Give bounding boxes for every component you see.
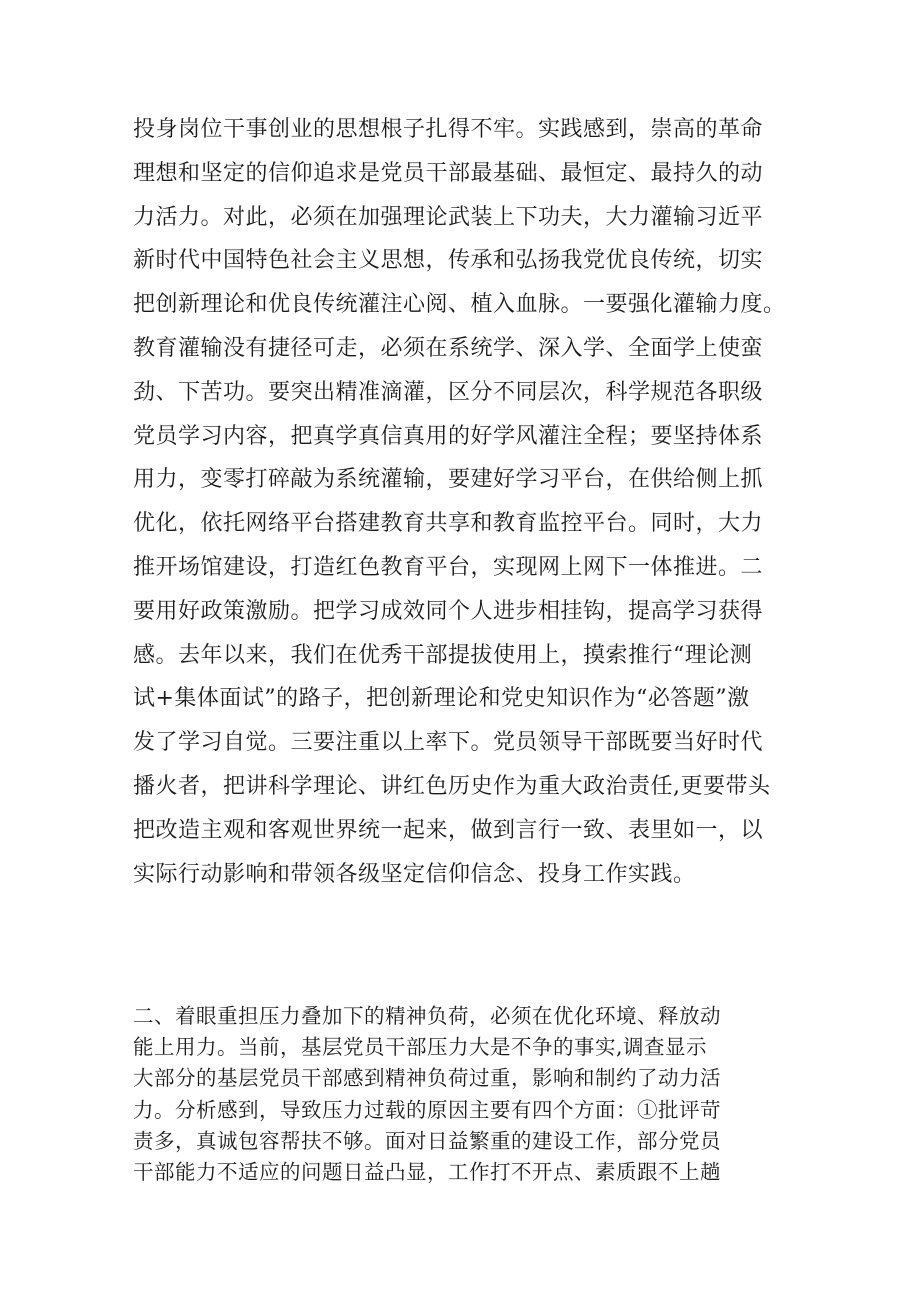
body-paragraph-pressure [133,1001,813,1188]
text-line: 大部分的基层党员干部感到精神负荷过重，影响和制约了动力活 [133,1066,721,1091]
text-line: 教育灌输没有捷径可走，必须在系统学、深入学、全面学上使蛮 [133,335,764,361]
text-line: 感。去年以来，我们在优秀干部提拔使用上，摸索推行“理论测 [133,642,753,668]
text-line: 能上用力。当前，基层党员干部压力大是不争的事实,调查显示 [133,1035,708,1060]
body-paragraph-theory [133,108,813,896]
text-line: 播火者，把讲科学理论、讲红色历史作为重大政治责任,更要带头 [133,773,771,799]
text-line: 党员学习内容，把真学真信真用的好学风灌注全程；要坚持体系 [133,423,764,449]
text-line: 力。分析感到，导致压力过载的原因主要有四个方面：①批评苛 [133,1097,721,1122]
text-line: 责多，真诚包容帮扶不够。面对日益繁重的建设工作，部分党员 [133,1128,721,1153]
text-line: 理想和坚定的信仰追求是党员干部最基础、最恒定、最持久的动 [133,160,764,186]
text-line: 把改造主观和客观世界统一起来，做到言行一致、表里如一，以 [133,817,764,843]
text-line: 新时代中国特色社会主义思想，传承和弘扬我党优良传统，切实 [133,248,764,274]
text-line: 试+集体面试”的路子，把创新理论和党史知识作为“必答题”激 [133,686,750,712]
text-line: 推开场馆建设，打造红色教育平台，实现网上网下一体推进。二 [133,554,764,580]
text-line: 劲、下苦功。要突出精准滴灌，区分不同层次，科学规范各职级 [133,379,764,405]
text-line: 要用好政策激励。把学习成效同个人进步相挂钩，提高学习获得 [133,598,764,624]
text-line: 投身岗位干事创业的思想根子扎得不牢。实践感到，崇高的革命 [133,117,764,142]
text-line: 把创新理论和优良传统灌注心阅、植入血脉。一要强化灌输力度。 [133,292,786,318]
text-line: 力活力。对此，必须在加强理论武装上下功夫，大力灌输习近平 [133,204,764,230]
text-line: 用力，变零打碎敲为系统灌输，要建好学习平台，在供给侧上抓 [133,467,764,493]
text-line: 发了学习自觉。三要注重以上率下。党员领导干部既要当好时代 [133,730,764,756]
text-line: 优化，依托网络平台搭建教育共享和教育监控平台。同时，大力 [133,511,764,537]
text-line: 干部能力不适应的问题日益凸显，工作打不开点、素质跟不上趟 [133,1159,721,1184]
text-line: 二、着眼重担压力叠加下的精神负荷，必须在优化环境、释放动 [133,1004,721,1028]
text-line: 实际行动影响和带领各级坚定信仰信念、投身工作实践。 [133,861,696,887]
